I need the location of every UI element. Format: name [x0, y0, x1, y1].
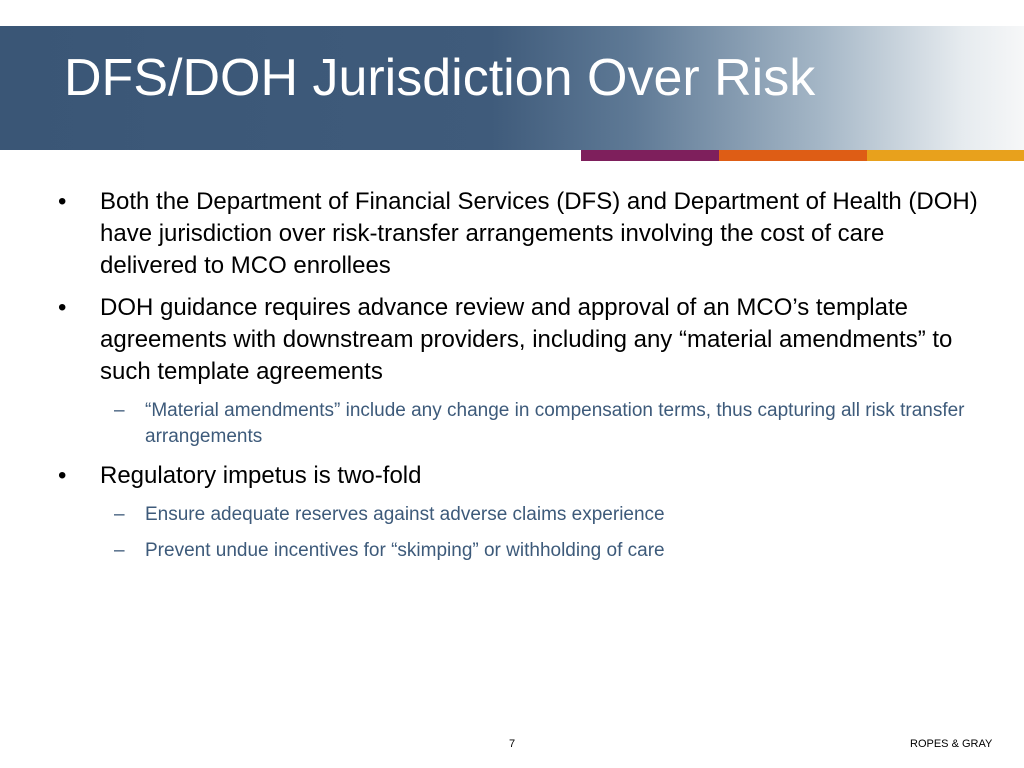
- sub-bullet-marker: –: [114, 400, 125, 421]
- sub-bullet-list: [58, 502, 978, 564]
- slide-body: [58, 186, 978, 574]
- accent-stripe-gold: [867, 150, 1024, 161]
- bullet-item: [58, 292, 978, 388]
- footer-brand: ROPES & GRAY: [910, 738, 993, 750]
- sub-bullet-marker: –: [114, 504, 125, 525]
- sub-bullet-item: [58, 538, 978, 564]
- sub-bullet-item: [58, 502, 978, 528]
- sub-bullet-marker: –: [114, 540, 125, 561]
- sub-bullet-text: Ensure adequate reserves against adverse claims experience: [145, 504, 665, 525]
- sub-bullet-list: [58, 398, 978, 450]
- bullet-marker: •: [58, 188, 67, 215]
- bullet-marker: •: [58, 294, 67, 321]
- bullet-text: DOH guidance requires advance review and approval of an MCO’s template agreements with downstream providers, including any “material amendments” to such template agreements: [100, 294, 953, 385]
- bullet-text: Both the Department of Financial Services (DFS) and Department of Health (DOH) have jurisdiction over risk-transfer arrangements involving the cost of care delivered to MCO enrollees: [100, 188, 978, 279]
- bullet-text: Regulatory impetus is two-fold: [100, 462, 422, 489]
- sub-bullet-text: Prevent undue incentives for “skimping” or withholding of care: [145, 540, 665, 561]
- accent-stripe-orange: [719, 150, 867, 161]
- bullet-item: [58, 460, 978, 492]
- bullet-item: [58, 186, 978, 282]
- slide-title: DFS/DOH Jurisdiction Over Risk: [64, 49, 816, 107]
- sub-bullet-item: [58, 398, 978, 450]
- sub-bullet-text: “Material amendments” include any change in compensation terms, thus capturing all risk transfer arrangements: [145, 400, 965, 447]
- accent-stripe-purple: [581, 150, 719, 161]
- bullet-marker: •: [58, 462, 67, 489]
- page-number: 7: [509, 738, 516, 750]
